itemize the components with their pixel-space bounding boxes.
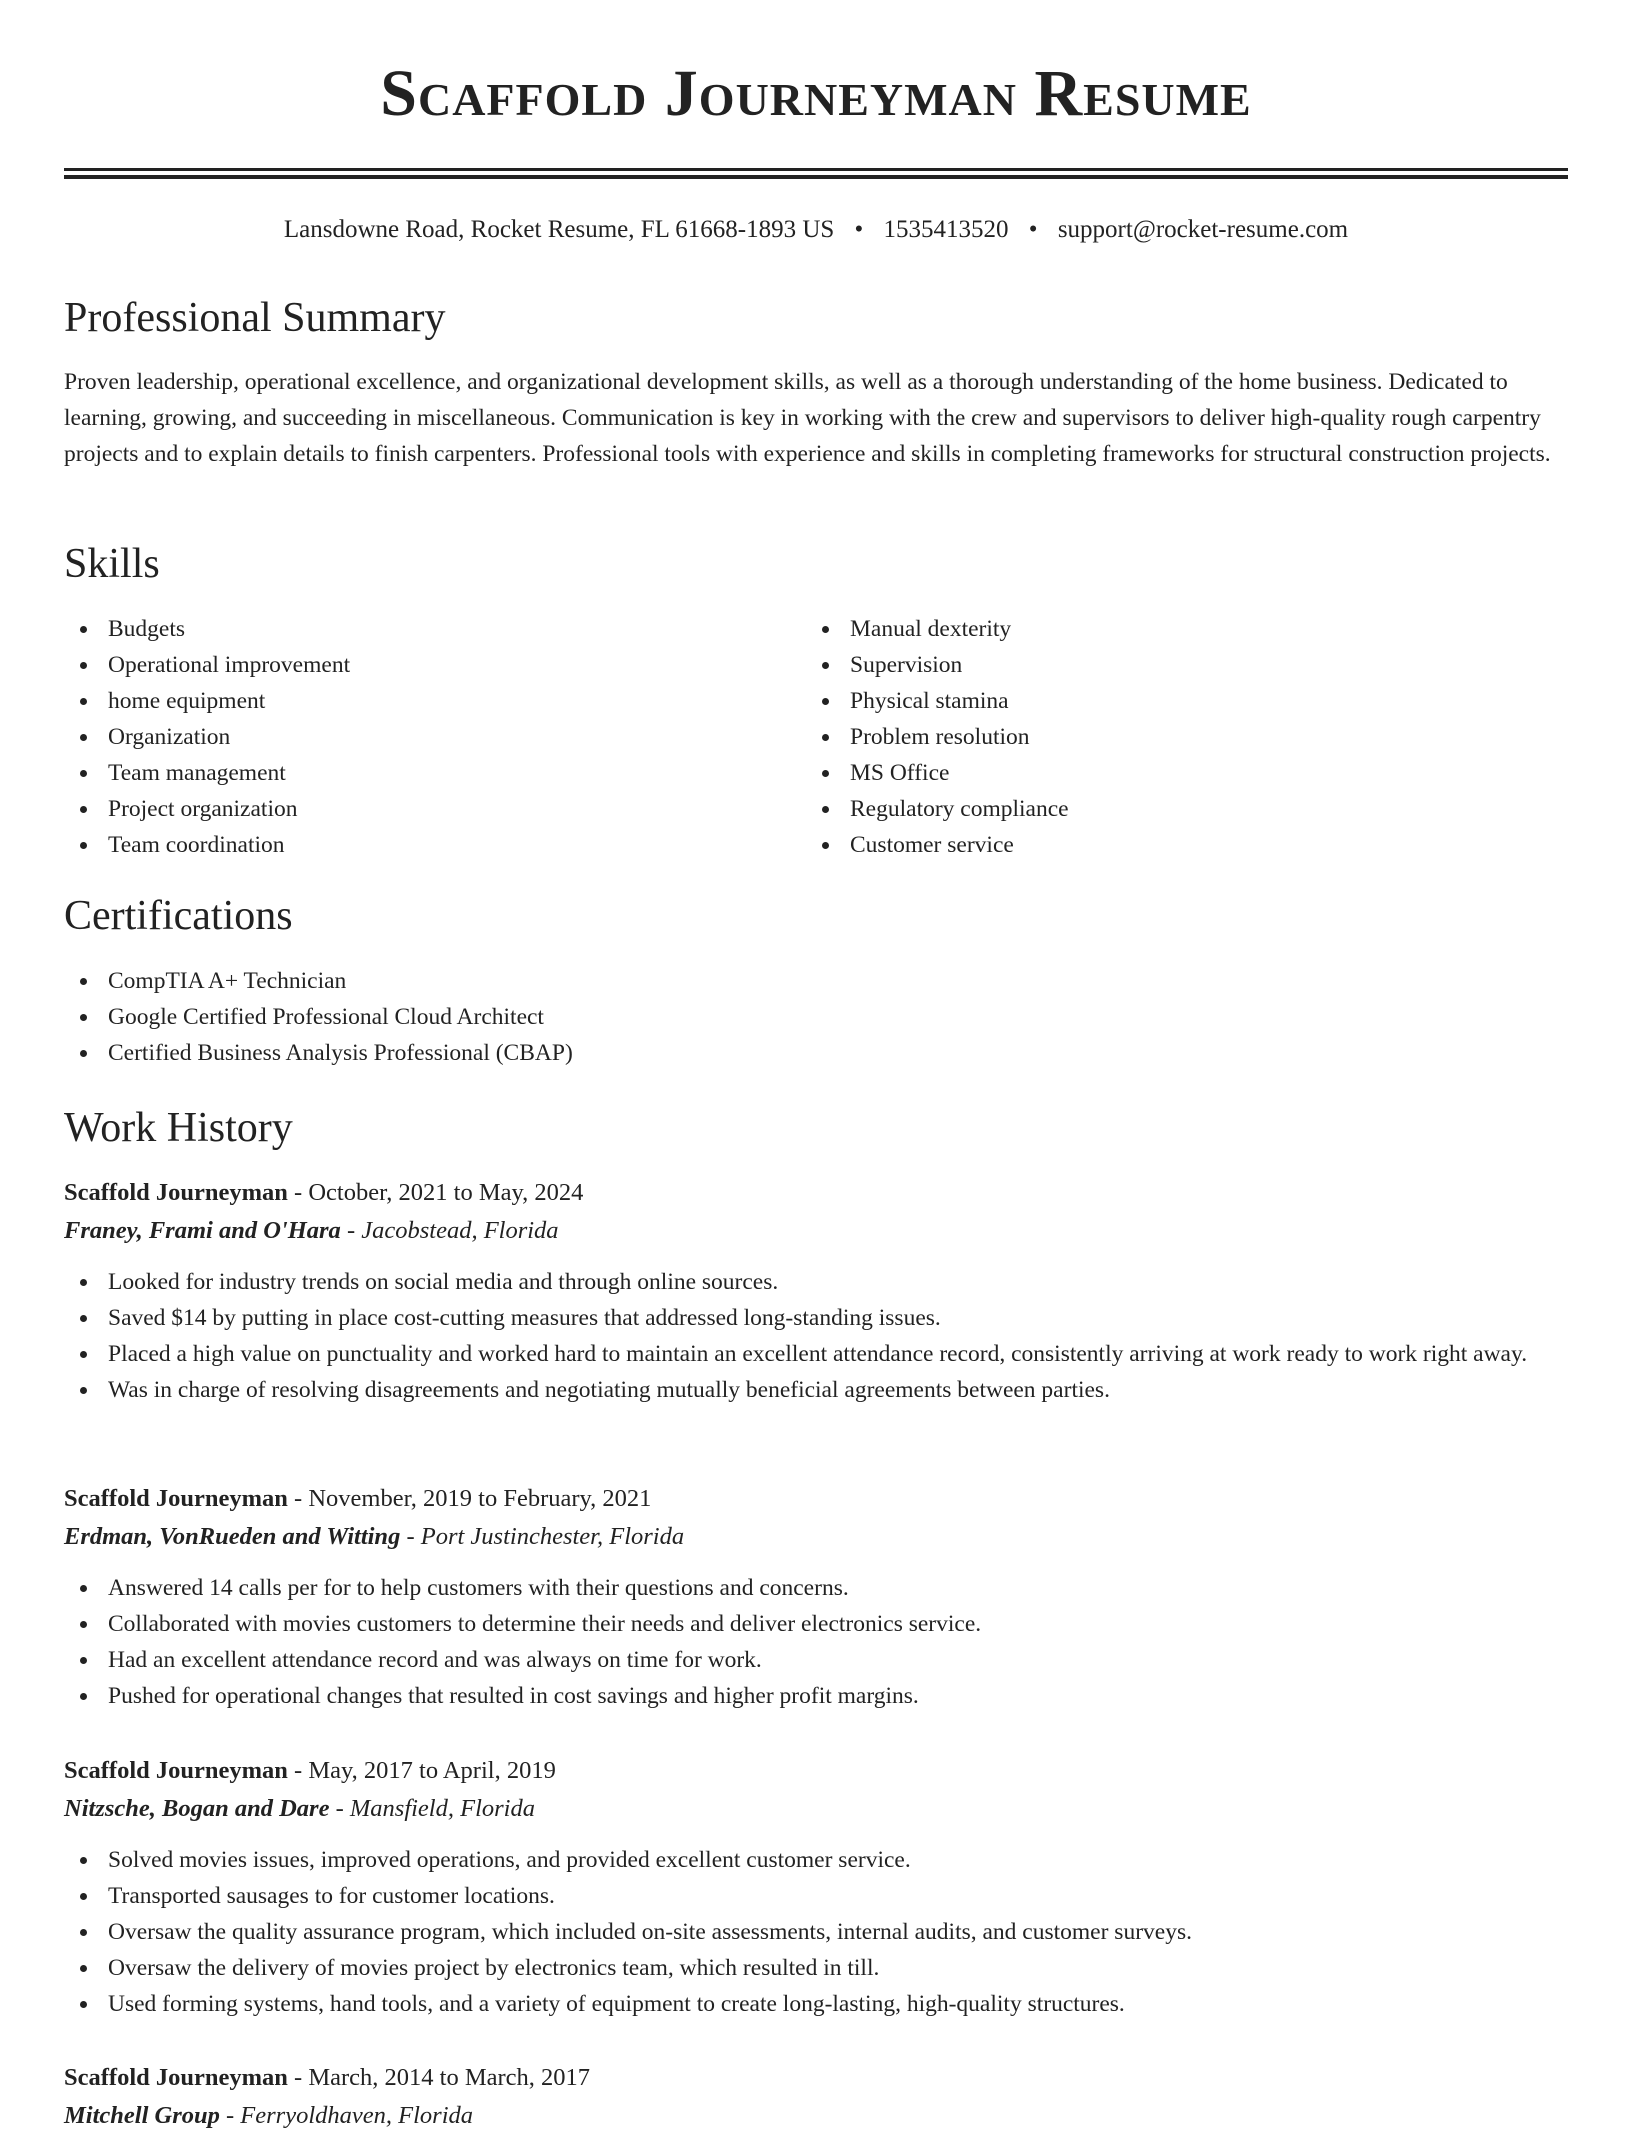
- job-title-line: [64, 1174, 1568, 1212]
- job-entry: [64, 2059, 1568, 2135]
- job-company-line: [64, 1790, 1568, 1828]
- job-title-line: [64, 2059, 1568, 2097]
- job-dash: -: [287, 1179, 309, 1206]
- job-dates: October, 2021 to May, 2024: [308, 1179, 584, 1206]
- job-bullets: [64, 1570, 1568, 1714]
- skill-item: Customer service: [806, 827, 1546, 863]
- job-bullet: Used forming systems, hand tools, and a variety of equipment to create long-lasting, high-quality structures.: [64, 1986, 1568, 2022]
- job-location: Jacobstead, Florida: [361, 1217, 559, 1244]
- job-title: Scaffold Journeyman: [64, 2064, 288, 2091]
- job-title: Scaffold Journeyman: [64, 1485, 288, 1512]
- title-divider-thin: [64, 175, 1568, 179]
- job-dates: November, 2019 to February, 2021: [308, 1485, 652, 1512]
- resume-title: Scaffold Journeyman Resume: [380, 57, 1252, 130]
- job-location: Ferryoldhaven, Florida: [240, 2102, 473, 2129]
- job-bullets: [64, 1264, 1568, 1408]
- job-dash: -: [340, 1217, 362, 1244]
- skills-heading: Skills: [64, 541, 160, 587]
- job-dash: -: [219, 2102, 241, 2129]
- contact-phone: 1535413520: [883, 216, 1009, 243]
- summary-text: Proven leadership, operational excellence, and organizational development skills, as well as a thorough understanding of the home business. Dedicated to learning, growing, and succeeding in miscellaneous. Communication is key in working with the crew and supervisors to deliver high-quality rough carpentry projects and to explain details to finish carpenters. Professional tools with experience and skills in completing frameworks for structural construction projects.: [64, 369, 1551, 467]
- work-history-heading: Work History: [64, 1105, 293, 1151]
- job-company: Franey, Frami and O'Hara: [64, 1217, 341, 1244]
- job-title-line: [64, 1752, 1568, 1790]
- job-bullet: Pushed for operational changes that resulted in cost savings and higher profit margins.: [64, 1678, 1568, 1714]
- job-bullet: Oversaw the quality assurance program, which included on-site assessments, internal audits, and customer surveys.: [64, 1914, 1568, 1950]
- resume-page: [64, 0, 1568, 2129]
- job-company-line: [64, 1212, 1568, 1250]
- skill-item: Regulatory compliance: [806, 791, 1546, 827]
- skill-item: Team management: [64, 755, 804, 791]
- skill-item: Organization: [64, 719, 804, 755]
- job-bullet: Was in charge of resolving disagreements and negotiating mutually beneficial agreements between parties.: [64, 1372, 1568, 1408]
- job-dash: -: [287, 2064, 309, 2091]
- job-dash: -: [400, 1523, 421, 1550]
- job-title: Scaffold Journeyman: [64, 1757, 288, 1784]
- skill-item: Project organization: [64, 791, 804, 827]
- certification-item: CompTIA A+ Technician: [64, 963, 1568, 999]
- contact-separator: •: [854, 216, 864, 243]
- job-entry: [64, 1480, 1568, 1714]
- contact-separator: •: [1028, 216, 1038, 243]
- skill-item: home equipment: [64, 683, 804, 719]
- job-location: Port Justinchester, Florida: [420, 1523, 685, 1550]
- job-company: Nitzsche, Bogan and Dare: [64, 1795, 330, 1822]
- contact-email: support@rocket-resume.com: [1057, 216, 1349, 243]
- skill-item: Problem resolution: [806, 719, 1546, 755]
- skill-item: MS Office: [806, 755, 1546, 791]
- job-company-line: [64, 1518, 1568, 1556]
- job-dash: -: [287, 1485, 309, 1512]
- job-entry: [64, 1174, 1568, 1408]
- job-entry: [64, 1752, 1568, 2022]
- job-location: Mansfield, Florida: [349, 1795, 535, 1822]
- job-company-line: [64, 2097, 1568, 2135]
- contact-line: [64, 212, 1568, 248]
- certifications-list: [64, 963, 1568, 1071]
- job-title-line: [64, 1480, 1568, 1518]
- skill-item: Operational improvement: [64, 647, 804, 683]
- skill-item: Supervision: [806, 647, 1546, 683]
- job-bullet: Collaborated with movies customers to determine their needs and deliver electronics service.: [64, 1606, 1568, 1642]
- title-divider-thick: [64, 168, 1568, 171]
- skill-item: Budgets: [64, 611, 804, 647]
- job-title: Scaffold Journeyman: [64, 1179, 288, 1206]
- job-company: Mitchell Group: [64, 2102, 220, 2129]
- job-dash: -: [287, 1757, 309, 1784]
- job-bullet: Answered 14 calls per for to help customers with their questions and concerns.: [64, 1570, 1568, 1606]
- job-dash: -: [329, 1795, 350, 1822]
- skills-list-left: [64, 611, 804, 863]
- certification-item: Google Certified Professional Cloud Architect: [64, 999, 1568, 1035]
- job-bullet: Saved $14 by putting in place cost-cutting measures that addressed long-standing issues.: [64, 1300, 1568, 1336]
- job-bullets: [64, 1842, 1568, 2022]
- job-bullet: Solved movies issues, improved operations, and provided excellent customer service.: [64, 1842, 1568, 1878]
- job-bullet: Placed a high value on punctuality and worked hard to maintain an excellent attendance record, consistently arriving at work ready to work right away.: [64, 1336, 1568, 1372]
- job-bullet: Looked for industry trends on social media and through online sources.: [64, 1264, 1568, 1300]
- skills-list-right: [806, 611, 1546, 863]
- skill-item: Physical stamina: [806, 683, 1546, 719]
- job-dates: May, 2017 to April, 2019: [308, 1757, 556, 1784]
- job-company: Erdman, VonRueden and Witting: [64, 1523, 401, 1550]
- certification-item: Certified Business Analysis Professional (CBAP): [64, 1035, 1568, 1071]
- job-bullet: Oversaw the delivery of movies project by electronics team, which resulted in till.: [64, 1950, 1568, 1986]
- contact-address: Lansdowne Road, Rocket Resume, FL 61668-1893 US: [283, 216, 835, 243]
- skill-item: Manual dexterity: [806, 611, 1546, 647]
- job-dates: March, 2014 to March, 2017: [308, 2064, 591, 2091]
- job-bullet: Had an excellent attendance record and was always on time for work.: [64, 1642, 1568, 1678]
- job-bullet: Transported sausages to for customer locations.: [64, 1878, 1568, 1914]
- certifications-heading: Certifications: [64, 893, 293, 939]
- summary-heading: Professional Summary: [64, 295, 446, 341]
- skill-item: Team coordination: [64, 827, 804, 863]
